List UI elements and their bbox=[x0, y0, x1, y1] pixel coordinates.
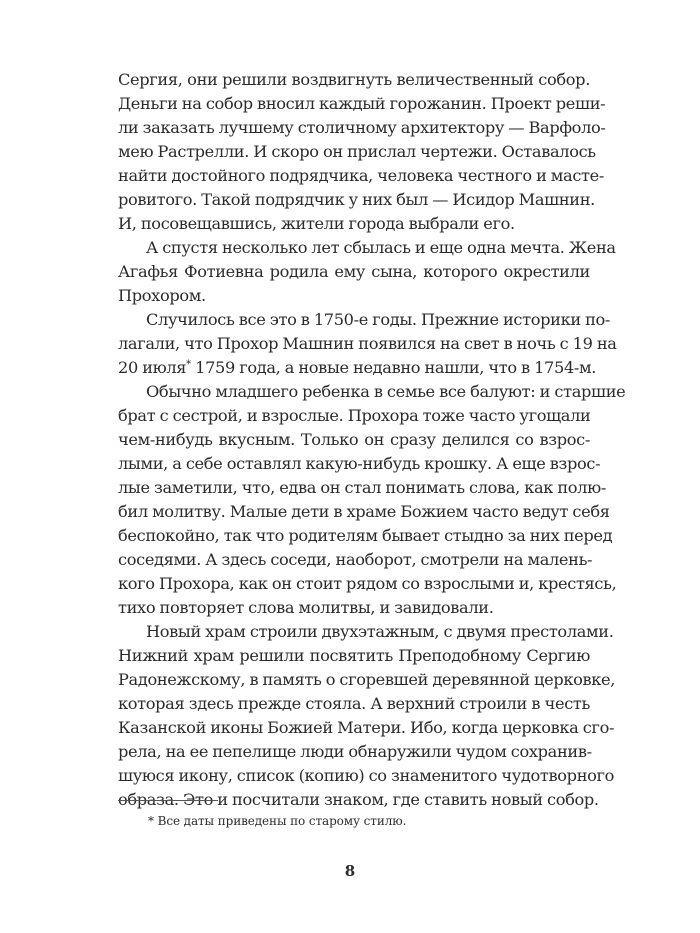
footnote-reference[interactable]: * bbox=[186, 359, 191, 370]
text-line: Сергия, они решили воздвигнуть величественный собор. bbox=[118, 70, 590, 89]
text-line: А спустя несколько лет сбылась и еще одна мечта. Жена bbox=[146, 238, 616, 257]
page-number: 8 bbox=[344, 862, 356, 880]
text-line: лагали, что Прохор Машнин появился на свет в ночь с 19 на bbox=[118, 334, 617, 353]
paragraph-3 bbox=[118, 308, 617, 380]
text-line: образа. Это и посчитали знаком, где ставить новый собор. bbox=[118, 790, 599, 809]
text-line: Обычно младшего ребенка в семье все балуют: и старшие bbox=[146, 382, 626, 401]
footnote bbox=[148, 813, 406, 829]
text-line: лые заметили, что, едва он стал понимать слова, как полю- bbox=[118, 478, 606, 497]
paragraph-1 bbox=[118, 68, 606, 236]
text-line: Радонежскому, в память о сгоревшей деревянной церковке, bbox=[118, 670, 616, 689]
text-line: Прохором. bbox=[118, 286, 206, 305]
footnote-mark: * bbox=[148, 814, 154, 828]
text-fragment: 20 июля bbox=[118, 358, 187, 377]
text-line: кого Прохора, как он стоит рядом со взрослыми и, крестясь, bbox=[118, 574, 617, 593]
text-line: ровитого. Такой подрядчик у них был — Исидор Машнин. bbox=[118, 190, 595, 209]
text-fragment: 1759 года, а новые недавно нашли, что в 1754-м. bbox=[195, 358, 597, 377]
footnote-text: Все даты приведены по старому стилю. bbox=[157, 814, 407, 828]
text-line: ли заказать лучшему столичному архитектору — Варфоло- bbox=[118, 118, 606, 137]
text-line: найти достойного подрядчика, человека честного и масте- bbox=[118, 166, 605, 185]
page-body bbox=[118, 68, 626, 812]
text-line-with-footnote bbox=[118, 356, 597, 380]
text-line: шуюся икону, список (копию) со знаменитого чудотворного bbox=[118, 766, 615, 785]
text-line: беспокойно, так что родителям бывает стыдно за них перед bbox=[118, 526, 613, 545]
text-line: мею Растрелли. И скоро он прислал чертежи. Оставалось bbox=[118, 142, 596, 161]
text-line: рела, на ее пепелище люди обнаружили чудом сохранив- bbox=[118, 742, 592, 761]
text-line: Агафья Фотиевна родила ему сына, которого окрестили bbox=[118, 262, 590, 281]
text-line: Нижний храм решили посвятить Преподобному Сергию bbox=[118, 646, 590, 665]
text-line: брат с сестрой, и взрослые. Прохора тоже часто угощали bbox=[118, 406, 591, 425]
text-line: бил молитву. Малые дети в храме Божием часто ведут себя bbox=[118, 502, 610, 521]
text-line: которая здесь прежде стояла. А верхний строили в честь bbox=[118, 694, 590, 713]
text-line: Новый храм строили двухэтажным, с двумя престолами. bbox=[146, 622, 614, 641]
text-line: тихо повторяет слова молитвы, и завидовали. bbox=[118, 598, 494, 617]
paragraph-2 bbox=[118, 236, 616, 308]
footnote-divider bbox=[118, 800, 218, 801]
text-line: Случилось все это в 1750-е годы. Прежние историки по- bbox=[146, 310, 611, 329]
text-line: И, посовещавшись, жители города выбрали его. bbox=[118, 214, 515, 233]
text-line: чем-нибудь вкусным. Только он сразу делился со взрос- bbox=[118, 430, 590, 449]
text-line: Казанской иконы Божией Матери. Ибо, когда церковка сго- bbox=[118, 718, 615, 737]
text-line: лыми, а себе оставлял какую-нибудь крошку. А еще взрос- bbox=[118, 454, 601, 473]
paragraph-4 bbox=[118, 380, 626, 620]
paragraph-5 bbox=[118, 620, 616, 812]
text-line: соседями. А здесь соседи, наоборот, смотрели на малень- bbox=[118, 550, 593, 569]
text-line: Деньги на собор вносил каждый горожанин. Проект реши- bbox=[118, 94, 606, 113]
